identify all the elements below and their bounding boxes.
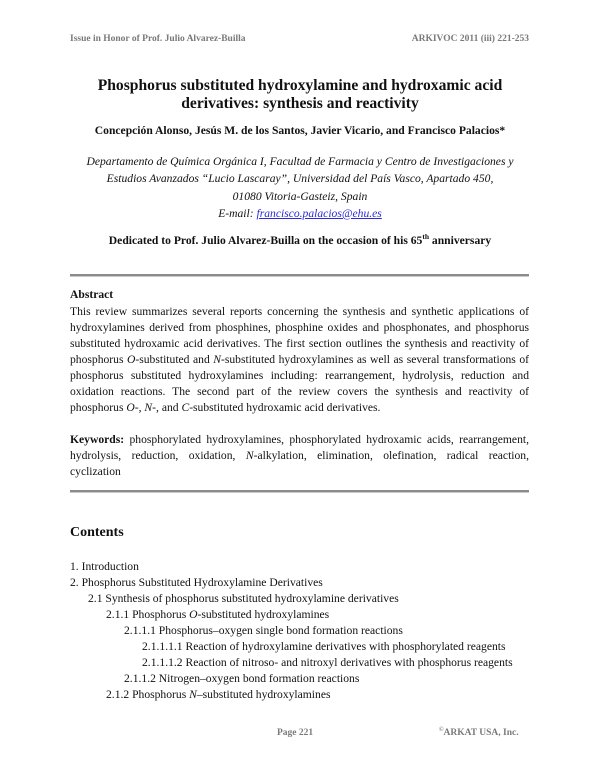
running-header-left: Issue in Honor of Prof. Julio Alvarez-Builla bbox=[70, 34, 246, 44]
abstract-text: -substituted and bbox=[135, 353, 214, 366]
dedication-superscript: th bbox=[422, 232, 430, 241]
abstract-text: -substituted hydroxamic acid derivatives. bbox=[189, 401, 381, 414]
abstract-italic: C bbox=[181, 401, 190, 414]
running-header-right: ARKIVOC 2011 (iii) 221-253 bbox=[411, 34, 529, 44]
abstract-heading: Abstract bbox=[70, 288, 114, 301]
affiliation bbox=[0, 153, 600, 222]
toc-item[interactable]: 2. Phosphorus Substituted Hydroxylamine Derivatives bbox=[70, 576, 323, 589]
page-number: Page 221 bbox=[277, 728, 314, 738]
abstract-body bbox=[70, 304, 529, 416]
email-line bbox=[0, 205, 600, 222]
keywords-text: -alkylation, elimination, olefination, radical reaction, cyclization bbox=[70, 449, 529, 478]
toc-italic: O bbox=[189, 608, 198, 621]
affiliation-line-3: 01080 Vitoria-Gasteiz, Spain bbox=[232, 189, 368, 203]
email-label: E-mail: bbox=[218, 206, 257, 220]
affiliation-line-1: Departamento de Química Orgánica I, Facultad de Farmacia y Centro de Investigaciones y bbox=[86, 155, 514, 168]
abstract-text: -substituted hydroxylamines as well as several transformations of phosphorus substituted hydroxylamines including: rearrangement, hydrolysis, reduction and oxidation reactions. The second part of the review covers the synthesis and reactivity of phosphorus bbox=[70, 353, 529, 414]
dedication-text: Dedicated to Prof. Julio Alvarez-Builla on the occasion of his 65 bbox=[108, 234, 423, 247]
toc-item[interactable]: 2.1.1.1.1 Reaction of hydroxylamine derivatives with phosphorylated reagents bbox=[142, 640, 506, 653]
keywords bbox=[70, 432, 529, 480]
toc-item[interactable]: 2.1.1.2 Nitrogen–oxygen bond formation reactions bbox=[124, 672, 360, 685]
toc-text: -substituted hydroxylamines bbox=[197, 608, 330, 621]
toc-item[interactable]: 2.1.1.1 Phosphorus–oxygen single bond formation reactions bbox=[124, 624, 403, 637]
publisher: ARKAT USA, Inc. bbox=[443, 728, 519, 738]
divider-bottom bbox=[70, 490, 529, 493]
keywords-label: Keywords: bbox=[70, 433, 125, 446]
title-line-2: derivatives: synthesis and reactivity bbox=[181, 95, 419, 112]
abstract-text: -, bbox=[134, 401, 145, 414]
dedication-text-end: anniversary bbox=[429, 234, 492, 247]
email-link[interactable]: francisco.palacios@ehu.es bbox=[256, 206, 382, 220]
abstract-text: This review summarizes several reports concerning the synthesis and synthetic applications of hydroxylamines derived from phosphines, phosphine oxides and phosphonates, and phosphorus substituted hydroxamic acid derivatives. The first section outlines the synthesis and reactivity of phosphorus bbox=[70, 305, 529, 366]
table-of-contents bbox=[70, 559, 513, 703]
toc-item[interactable] bbox=[70, 687, 513, 703]
keywords-italic: N bbox=[245, 449, 254, 462]
toc-text: 2.1.2 Phosphorus bbox=[106, 688, 190, 701]
copyright-icon: © bbox=[439, 727, 444, 733]
toc-item[interactable] bbox=[70, 607, 513, 623]
dedication bbox=[0, 234, 600, 247]
paper-title bbox=[0, 77, 600, 113]
toc-text: –substituted hydroxylamines bbox=[196, 688, 331, 701]
toc-text: 2.1.1 Phosphorus bbox=[106, 608, 190, 621]
divider-top bbox=[70, 274, 529, 277]
contents-heading: Contents bbox=[70, 525, 124, 540]
abstract-text: -, and bbox=[152, 401, 182, 414]
abstract-italic: O bbox=[126, 401, 135, 414]
abstract-italic: O bbox=[127, 353, 136, 366]
authors: Concepción Alonso, Jesús M. de los Santos, Javier Vicario, and Francisco Palacios* bbox=[94, 124, 506, 137]
affiliation-line-2: Estudios Avanzados “Lucio Lascaray”, Universidad del País Vasco, Apartado 450, bbox=[106, 172, 494, 186]
title-line-1: Phosphorus substituted hydroxylamine and hydroxamic acid bbox=[97, 77, 503, 94]
toc-item[interactable]: 1. Introduction bbox=[70, 560, 139, 573]
toc-item[interactable]: 2.1.1.1.2 Reaction of nitroso- and nitroxyl derivatives with phosphorus reagents bbox=[142, 656, 513, 669]
keywords-text: phosphorylated hydroxylamines, phosphorylated hydroxamic acids, rearrangement, hydrolysis, reduction, oxidation, bbox=[70, 433, 529, 462]
abstract-italic: N bbox=[213, 353, 221, 366]
abstract-italic: N bbox=[144, 401, 153, 414]
copyright bbox=[439, 728, 519, 738]
toc-item[interactable]: 2.1 Synthesis of phosphorus substituted hydroxylamine derivatives bbox=[88, 592, 399, 605]
toc-italic: N bbox=[189, 688, 197, 701]
